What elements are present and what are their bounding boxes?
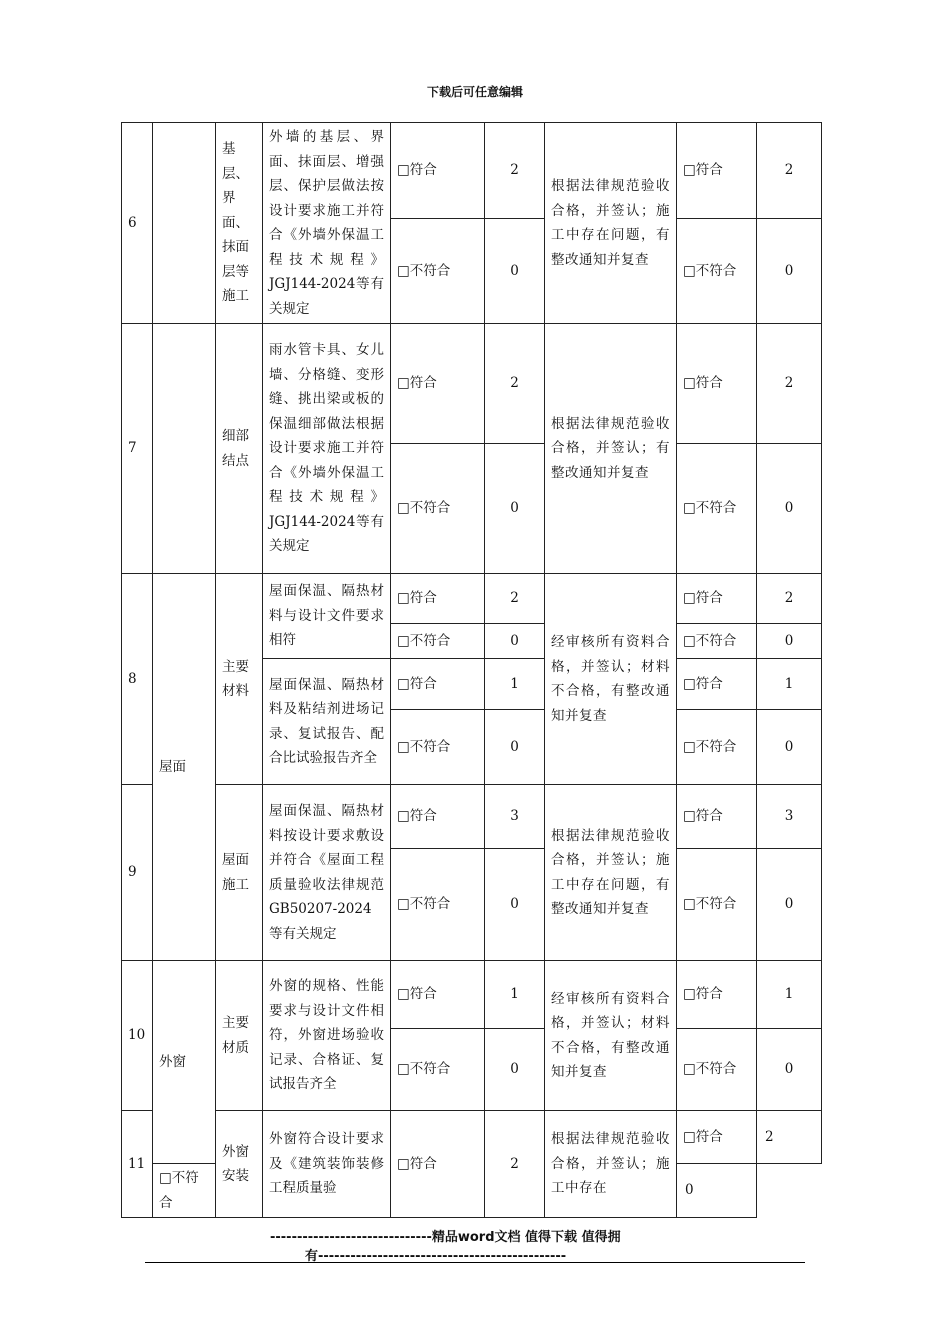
score-cell: 2: [485, 1111, 545, 1218]
checkbox-conform[interactable]: □符合: [391, 324, 485, 444]
footer-line-2: 有----------------------------------------------: [305, 1249, 567, 1264]
subcategory-cell: 屋面施工: [216, 785, 263, 961]
checkbox-nonconform[interactable]: □不符合: [391, 444, 485, 574]
checkbox-nonconform[interactable]: □不符合: [153, 1164, 216, 1218]
table-row: [122, 785, 822, 849]
score-cell: 0: [757, 219, 822, 324]
subcategory-cell: 主要材质: [216, 961, 263, 1111]
score-cell: 2: [485, 574, 545, 624]
checkbox-nonconform[interactable]: □不符合: [677, 444, 757, 574]
table-row: [122, 123, 822, 219]
score-cell: 1: [757, 961, 822, 1029]
score-cell: 3: [757, 785, 822, 849]
checkbox-conform[interactable]: □符合: [677, 324, 757, 444]
score-cell: 2: [757, 574, 822, 624]
checkbox-conform[interactable]: □符合: [677, 961, 757, 1029]
checkbox-conform[interactable]: □符合: [677, 1111, 757, 1164]
score-cell: 2: [485, 123, 545, 219]
score-cell: 0: [485, 710, 545, 785]
checkbox-nonconform[interactable]: □不符合: [677, 710, 757, 785]
checkbox-nonconform[interactable]: □不符合: [391, 219, 485, 324]
subcategory-cell: 细部结点: [216, 324, 263, 574]
table-row: [122, 324, 822, 444]
score-cell: 2: [757, 123, 822, 219]
category-cell: 外窗: [153, 961, 216, 1164]
checkbox-nonconform[interactable]: □不符合: [677, 219, 757, 324]
item-number: 8: [122, 574, 153, 785]
checkbox-nonconform[interactable]: □不符合: [391, 624, 485, 659]
table-row: [122, 574, 822, 624]
score-cell: 0: [757, 710, 822, 785]
score-cell: 0: [677, 1164, 757, 1218]
score-cell: 2: [485, 324, 545, 444]
score-cell: 0: [757, 624, 822, 659]
score-cell: 0: [485, 624, 545, 659]
subcategory-cell: 外窗安装: [216, 1111, 263, 1218]
score-cell: 0: [485, 1029, 545, 1111]
score-cell: 1: [757, 659, 822, 710]
score-cell: 0: [757, 1029, 822, 1111]
checkbox-conform[interactable]: □符合: [677, 574, 757, 624]
footer-line-1: ------------------------------精品word文档 值得下载 值得拥: [270, 1230, 621, 1245]
checkbox-conform[interactable]: □符合: [677, 659, 757, 710]
category-cell: 屋面: [153, 574, 216, 961]
checkbox-conform[interactable]: □符合: [391, 785, 485, 849]
score-cell: 0: [757, 849, 822, 961]
checkbox-conform[interactable]: □符合: [677, 785, 757, 849]
opinion-cell: 根据法律规范验收合格，并签认；施工中存在: [545, 1111, 677, 1218]
score-cell: 0: [485, 444, 545, 574]
requirement-cell: 外窗的规格、性能要求与设计文件相符，外窗进场验收记录、合格证、复试报告齐全: [263, 961, 391, 1111]
table-row: [122, 961, 822, 1029]
requirement-cell: 屋面保温、隔热材料与设计文件要求相符: [263, 574, 391, 659]
checkbox-conform[interactable]: □符合: [677, 123, 757, 219]
table-row: [122, 1111, 822, 1164]
checkbox-conform[interactable]: □符合: [391, 961, 485, 1029]
score-cell: 0: [485, 849, 545, 961]
requirement-cell: 屋面保温、隔热材料及粘结剂进场记录、复试报告、配合比试验报告齐全: [263, 659, 391, 785]
opinion-cell: 根据法律规范验收合格，并签认；施工中存在问题，有整改通知并复查: [545, 785, 677, 961]
score-cell: 0: [757, 444, 822, 574]
score-cell: 2: [757, 324, 822, 444]
score-cell: 1: [485, 659, 545, 710]
checkbox-nonconform[interactable]: □不符合: [677, 849, 757, 961]
category-cell: [153, 123, 216, 324]
checkbox-nonconform[interactable]: □不符合: [391, 849, 485, 961]
opinion-cell: 根据法律规范验收合格，并签认；施工中存在问题，有整改通知并复查: [545, 123, 677, 324]
score-cell: 3: [485, 785, 545, 849]
page-header: 下载后可任意编辑: [426, 85, 523, 99]
checkbox-conform[interactable]: □符合: [391, 123, 485, 219]
item-number: 10: [122, 961, 153, 1111]
item-number: 9: [122, 785, 153, 961]
inspection-table: [121, 122, 822, 1218]
checkbox-conform[interactable]: □符合: [391, 574, 485, 624]
opinion-cell: 经审核所有资料合格，并签认；材料不合格，有整改通知并复查: [545, 574, 677, 785]
checkbox-nonconform[interactable]: □不符合: [677, 1029, 757, 1111]
opinion-cell: 根据法律规范验收合格，并签认；有整改通知并复查: [545, 324, 677, 574]
item-number: 7: [122, 324, 153, 574]
checkbox-nonconform[interactable]: □不符合: [391, 1029, 485, 1111]
checkbox-nonconform[interactable]: □不符合: [677, 624, 757, 659]
subcategory-cell: 基层、界面、抹面层等施工: [216, 123, 263, 324]
requirement-cell: 雨水管卡具、女儿墙、分格缝、变形缝、挑出梁或板的保温细部做法根据设计要求施工并符合《外墙外保温工程技术规程》JGJ144-2024等有关规定: [263, 324, 391, 574]
requirement-cell: 外墙的基层、界面、抹面层、增强层、保护层做法按设计要求施工并符合《外墙外保温工程技术规程》JGJ144-2024等有关规定: [263, 123, 391, 324]
requirement-cell: 屋面保温、隔热材料按设计要求敷设并符合《屋面工程质量验收法律规范GB50207-2024等有关规定: [263, 785, 391, 961]
requirement-cell: 外窗符合设计要求及《建筑装饰装修工程质量验: [263, 1111, 391, 1218]
item-number: 6: [122, 123, 153, 324]
score-cell: 2: [757, 1111, 822, 1164]
checkbox-conform[interactable]: □符合: [391, 659, 485, 710]
checkbox-nonconform[interactable]: □不符合: [391, 710, 485, 785]
checkbox-conform[interactable]: □符合: [391, 1111, 485, 1218]
item-number: 11: [122, 1111, 153, 1218]
score-cell: 1: [485, 961, 545, 1029]
footer-divider: [145, 1262, 805, 1263]
category-cell: [153, 324, 216, 574]
subcategory-cell: 主要材料: [216, 574, 263, 785]
score-cell: 0: [485, 219, 545, 324]
opinion-cell: 经审核所有资料合格，并签认；材料不合格，有整改通知并复查: [545, 961, 677, 1111]
